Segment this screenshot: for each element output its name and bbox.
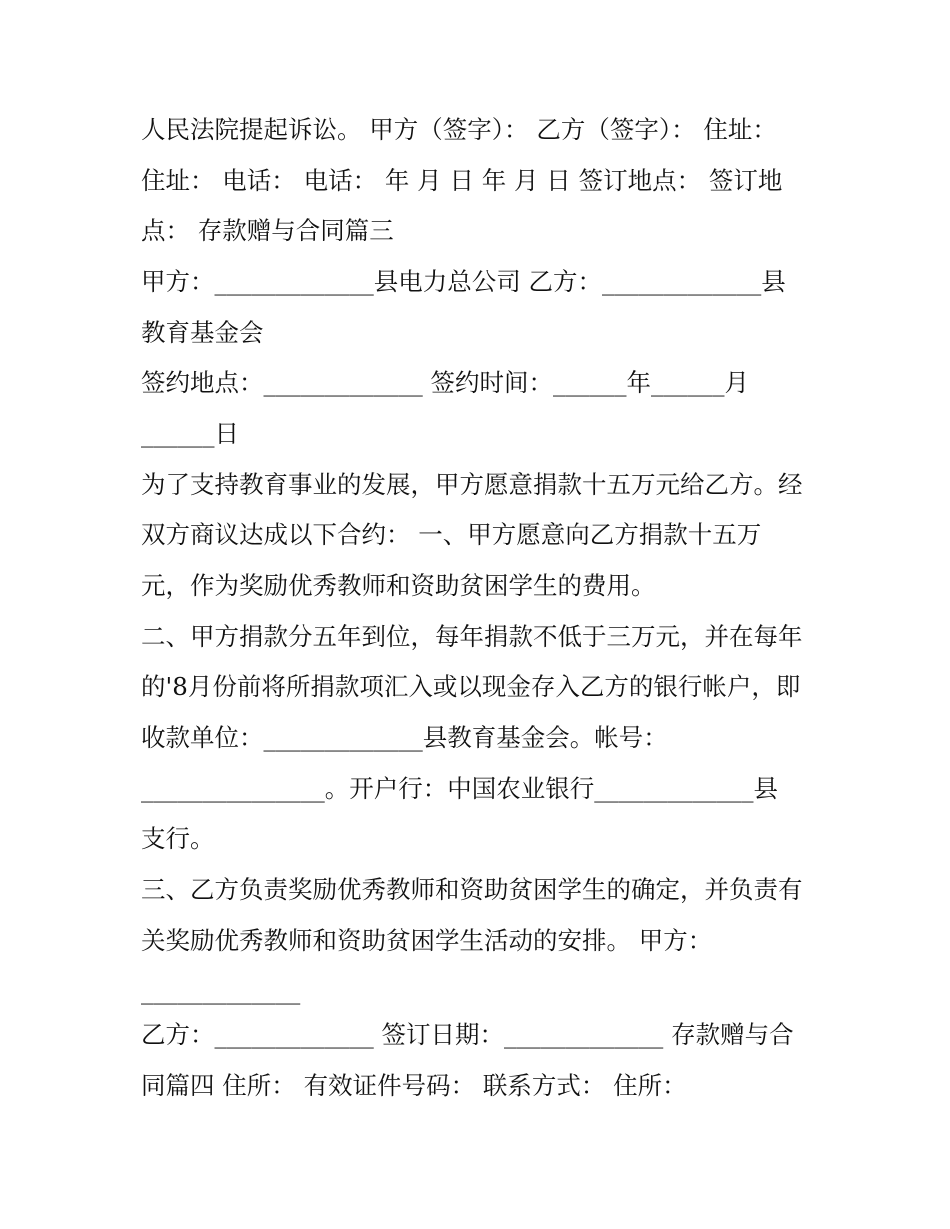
text-line: 关奖励优秀教师和资助贫困学生活动的安排。 甲方： <box>141 926 713 955</box>
text-line: 签约地点：_____________ 签约时间：______年______月 <box>141 368 750 397</box>
text-line: _______________。开户行：中国农业银行_____________县 <box>141 774 778 803</box>
text-line: 甲方：_____________县电力总公司 乙方：_____________县 <box>141 267 786 296</box>
text-line: 收款单位：_____________县教育基金会。帐号： <box>141 723 668 752</box>
text-line: _____________ <box>141 976 301 1005</box>
text-line: 的'8月份前将所捐款项汇入或以现金存入乙方的银行帐户，即 <box>141 672 801 701</box>
text-line: 点： 存款赠与合同篇三 <box>141 216 394 245</box>
text-line: 乙方：_____________ 签订日期：_____________ 存款赠与合 <box>141 1020 794 1049</box>
text-line: 教育基金会 <box>141 318 264 347</box>
text-line: 元，作为奖励优秀教师和资助贫困学生的费用。 <box>141 571 656 600</box>
text-line: 双方商议达成以下合约： 一、甲方愿意向乙方捐款十五万 <box>141 520 762 549</box>
text-line: 同篇四 住所： 有效证件号码： 联系方式： 住所： <box>141 1071 687 1100</box>
text-line: 支行。 <box>141 824 215 853</box>
text-line: 人民法院提起诉讼。 甲方（签字）： 乙方（签字）： 住址： <box>141 115 777 144</box>
text-line: ______日 <box>141 419 239 448</box>
text-line: 住址： 电话： 电话： 年 月 日 年 月 日 签订地点： 签订地 <box>141 166 783 195</box>
text-line: 二、甲方捐款分五年到位，每年捐款不低于三万元，并在每年 <box>141 622 803 651</box>
text-line: 三、乙方负责奖励优秀教师和资助贫困学生的确定，并负责有 <box>141 875 803 904</box>
text-line: 为了支持教育事业的发展，甲方愿意捐款十五万元给乙方。经 <box>141 470 803 499</box>
